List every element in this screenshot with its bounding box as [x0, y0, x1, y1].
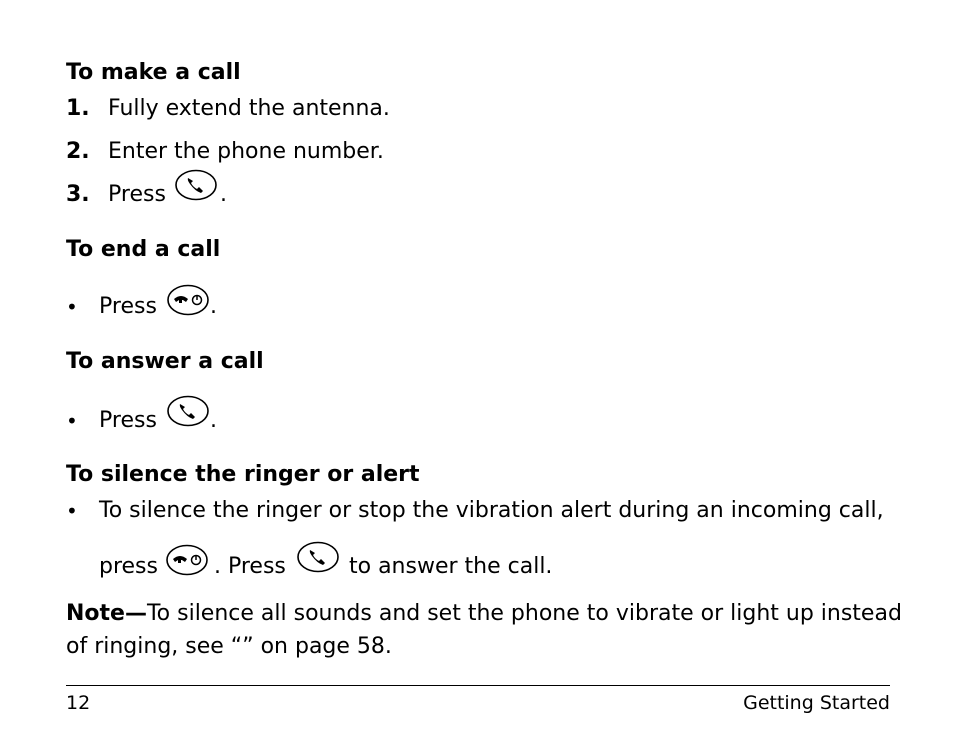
- note-paragraph: [66, 603, 902, 625]
- instruction-text: To silence the ringer or stop the vibration alert during an incoming call,: [99, 498, 884, 523]
- bullet: •: [66, 409, 78, 433]
- note-text: of ringing, see “” on page 58.: [66, 634, 392, 659]
- period: .: [210, 408, 217, 433]
- bullet: •: [66, 499, 78, 523]
- note-text: To silence all sounds and set the phone to vibrate or light up instead: [146, 601, 902, 626]
- bullet: •: [66, 295, 78, 319]
- instruction-text: Press: [99, 294, 157, 319]
- period: .: [210, 294, 217, 319]
- heading-answer-call: To answer a call: [66, 349, 264, 374]
- instruction-text: . Press: [214, 554, 286, 579]
- instruction-text: to answer the call.: [349, 554, 553, 579]
- instruction-text: press: [99, 554, 158, 579]
- step-number: 2.: [66, 139, 90, 164]
- instruction-text: Press: [99, 408, 157, 433]
- page-number: 12: [66, 692, 91, 714]
- send-key-icon: [296, 541, 340, 573]
- end-key-icon: [165, 544, 209, 576]
- send-key-icon: [166, 395, 210, 427]
- step-text: Fully extend the antenna.: [108, 96, 390, 121]
- footer-divider: [66, 685, 890, 686]
- end-key-icon: [166, 284, 210, 316]
- note-label: Note—: [66, 601, 147, 626]
- send-key-icon: [174, 169, 218, 201]
- step-text: Enter the phone number.: [108, 139, 384, 164]
- period: .: [220, 182, 227, 207]
- heading-make-call: To make a call: [66, 60, 241, 85]
- step-text: Press: [108, 182, 166, 207]
- heading-end-call: To end a call: [66, 237, 221, 262]
- heading-silence: To silence the ringer or alert: [66, 462, 420, 487]
- step-number: 3.: [66, 182, 90, 207]
- step-number: 1.: [66, 96, 90, 121]
- section-title: Getting Started: [743, 692, 890, 714]
